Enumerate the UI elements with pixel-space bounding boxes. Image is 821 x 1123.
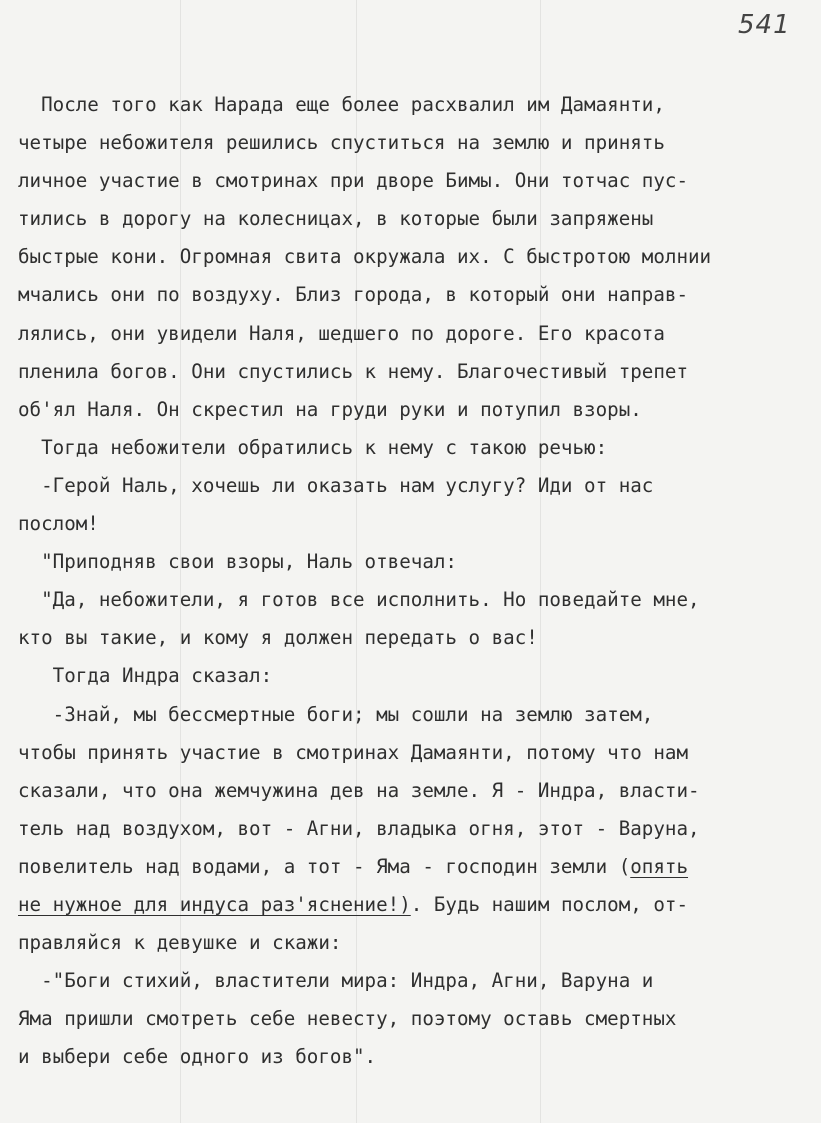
text-line — [18, 962, 818, 1000]
text-segment: Тогда Индра сказал: — [18, 664, 273, 688]
page-number: 541 — [738, 10, 791, 40]
underlined-text: не нужное для индуса раз'яснение!) — [18, 892, 411, 916]
text-segment: -Герой Наль, хочешь ли оказать нам услугу? Иди от нас — [18, 473, 654, 497]
text-segment: тились в дорогу на колесницах, в которые были запряжены — [18, 207, 654, 231]
text-line — [18, 696, 818, 734]
text-segment: быстрые кони. Огромная свита окружала их. С быстротою молнии — [18, 245, 712, 269]
text-segment: четыре небожителя решились спуститься на землю и принять — [18, 131, 665, 155]
text-line — [18, 924, 818, 962]
text-segment: правляйся к девушке и скажи: — [18, 931, 342, 955]
text-line — [18, 848, 818, 886]
text-segment: послом! — [18, 512, 99, 536]
underlined-text: опять — [630, 854, 689, 878]
text-segment: "Да, небожители, я готов все исполнить. Но поведайте мне, — [18, 588, 700, 612]
text-segment: об'ял Наля. Он скрестил на груди руки и потупил взоры. — [18, 397, 642, 421]
text-segment: мчались они по воздуху. Близ города, в который они направ- — [18, 283, 689, 307]
text-line — [18, 238, 818, 276]
text-line — [18, 772, 818, 810]
text-line — [18, 86, 818, 124]
text-line — [18, 886, 818, 924]
text-segment: После того как Нарада еще более расхвалил им Дамаянти, — [18, 93, 665, 116]
text-segment: тель над воздухом, вот - Агни, владыка огня, этот - Варуна, — [18, 816, 700, 840]
typewritten-text — [18, 86, 818, 1076]
text-line — [18, 162, 818, 200]
text-line — [18, 543, 818, 581]
text-line — [18, 276, 818, 314]
text-line — [18, 391, 818, 429]
text-line — [18, 619, 818, 657]
text-line — [18, 657, 818, 695]
text-line — [18, 810, 818, 848]
text-line — [18, 467, 818, 505]
text-segment: -Знай, мы бессмертные боги; мы сошли на землю затем, — [18, 702, 654, 726]
text-line — [18, 315, 818, 353]
text-line — [18, 505, 818, 543]
text-line — [18, 200, 818, 238]
text-line — [18, 353, 818, 391]
text-segment: повелитель над водами, а тот - Яма - господин земли ( — [18, 854, 631, 878]
text-segment: и выбери себе одного из богов". — [18, 1045, 377, 1069]
text-segment: личное участие в смотринах при дворе Бимы. Они тотчас пус- — [18, 169, 689, 193]
text-segment: "Приподняв свои взоры, Наль отвечал: — [18, 550, 457, 574]
text-line — [18, 581, 818, 619]
text-line — [18, 429, 818, 467]
text-segment: . Будь нашим послом, от- — [410, 892, 689, 916]
text-line — [18, 124, 818, 162]
text-segment: чтобы принять участие в смотринах Дамаянти, потому что нам — [18, 740, 689, 764]
text-segment: лялись, они увидели Наля, шедшего по дороге. Его красота — [18, 321, 665, 345]
text-line — [18, 734, 818, 772]
text-segment: -"Боги стихий, властители мира: Индра, Агни, Варуна и — [18, 969, 654, 993]
text-segment: сказали, что она жемчужина дев на земле. Я - Индра, власти- — [18, 778, 700, 802]
text-line — [18, 1038, 818, 1076]
text-segment: Тогда небожители обратились к нему с такою речью: — [18, 435, 608, 459]
text-segment: Яма пришли смотреть себе невесту, поэтому оставь смертных — [18, 1007, 677, 1031]
text-line — [18, 1000, 818, 1038]
text-segment: кто вы такие, и кому я должен передать о вас! — [18, 626, 538, 650]
text-segment: пленила богов. Они спустились к нему. Благочестивый трепет — [18, 359, 689, 383]
